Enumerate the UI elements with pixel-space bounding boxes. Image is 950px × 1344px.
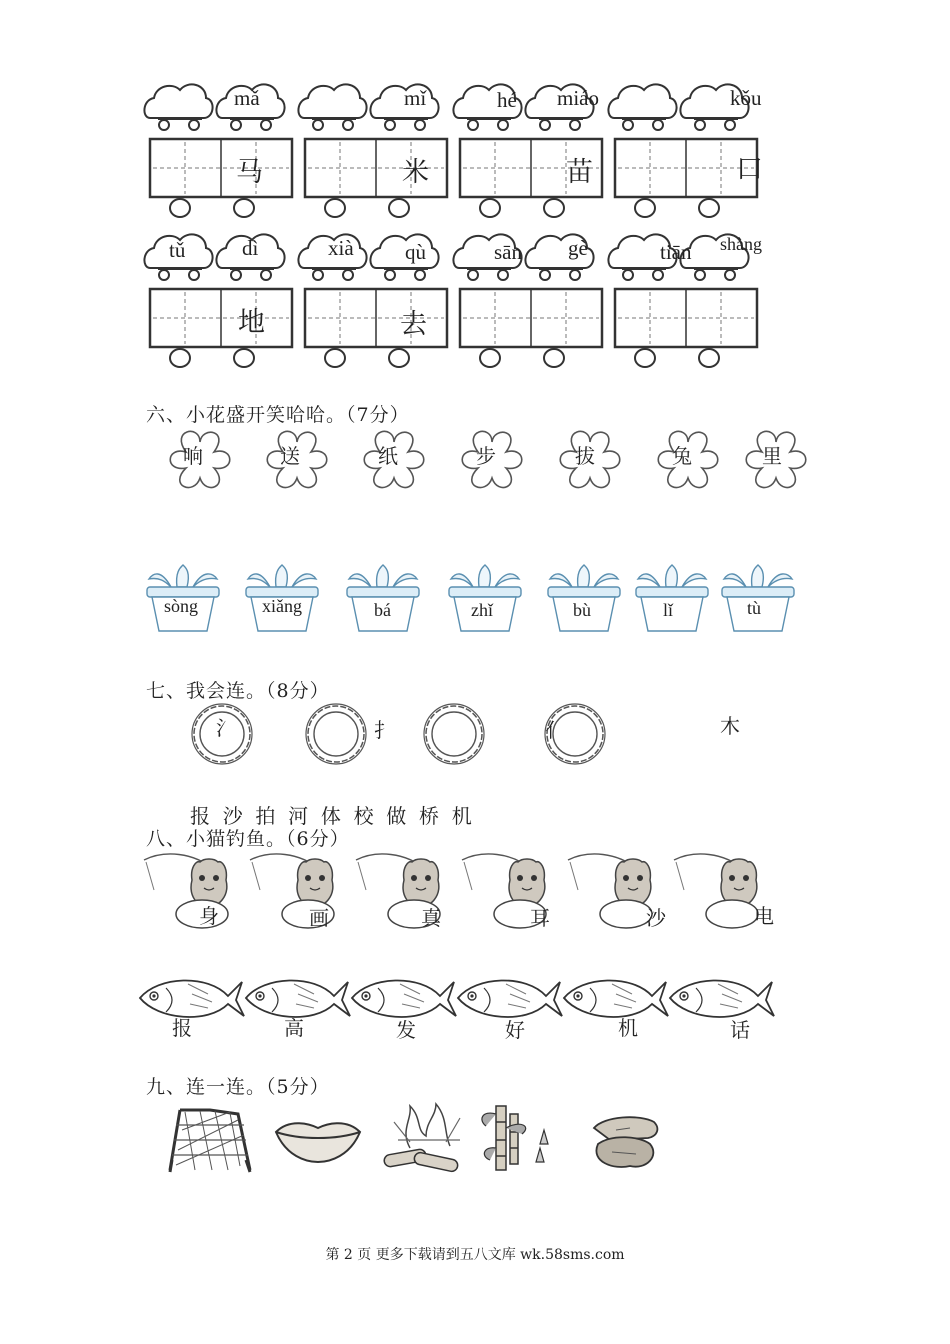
pinyin-tu: tǔ [169, 238, 186, 262]
pinyin-qu: qù [405, 240, 426, 264]
pinyin-he: hé [497, 88, 517, 112]
pinyin-miao: miáo [557, 86, 599, 110]
radical-hand: 扌 [374, 718, 394, 742]
stone-icon [594, 1117, 657, 1167]
flower-char-1: 响 [183, 444, 203, 468]
cat-char-1: 身 [199, 904, 219, 928]
section-9-pictures [160, 1100, 680, 1180]
section-8-title: 八、小猫钓鱼。（6分） [146, 828, 350, 850]
pinyin-ma: mǎ [234, 86, 260, 110]
flower-char-3: 纸 [378, 444, 398, 468]
page-footer: 第 2 页 更多下载请到五八文库 wk.58sms.com [325, 1247, 625, 1263]
pot-pinyin-7: tù [747, 598, 762, 618]
fish-char-1: 报 [172, 1016, 192, 1040]
radical-person: 亻 [545, 718, 565, 742]
fish-char-5: 机 [618, 1016, 638, 1040]
pot-pinyin-1: sòng [164, 596, 199, 616]
hanzi-ma: 马 [236, 157, 263, 188]
pot-pinyin-6: lǐ [663, 600, 674, 620]
pot-pinyin-5: bù [573, 600, 591, 620]
pinyin-ge: gè [568, 236, 588, 260]
pinyin-shang: shàng [720, 234, 762, 254]
fish-char-4: 好 [505, 1018, 525, 1042]
flower-char-7: 里 [762, 444, 782, 468]
hanzi-qu: 去 [400, 309, 427, 340]
pinyin-xia: xià [328, 236, 354, 260]
radical-water: 氵 [216, 716, 236, 740]
pinyin-kou: kǒu [730, 86, 762, 110]
character-list: 报 沙 拍 河 体 校 做 桥 机 [190, 804, 472, 828]
cat-char-4: 耳 [530, 906, 550, 930]
pot-pinyin-2: xiǎng [262, 596, 302, 616]
fish-char-2: 高 [284, 1016, 304, 1040]
flower-char-2: 送 [280, 444, 300, 468]
pot-pinyin-4: zhǐ [471, 600, 493, 620]
pinyin-tian: tiān [660, 240, 692, 264]
radical-wood: 木 [720, 714, 740, 738]
mouth-icon [276, 1123, 360, 1162]
net-icon [170, 1110, 250, 1172]
fish-char-3: 发 [396, 1018, 416, 1042]
pinyin-di: dì [242, 236, 259, 260]
hanzi-miao: 苗 [566, 157, 593, 188]
section-6-title: 六、小花盛开笑哈哈。（7分） [146, 404, 410, 426]
pot-pinyin-3: bá [374, 600, 391, 620]
bamboo-icon [482, 1106, 548, 1170]
fish-char-6: 话 [730, 1018, 750, 1042]
hanzi-kou: 口 [736, 154, 763, 185]
hanzi-mi: 米 [402, 157, 429, 188]
cat-char-6: 电 [754, 904, 774, 928]
flower-char-4: 步 [476, 444, 496, 468]
fire-icon [383, 1104, 460, 1172]
pinyin-san: sān [494, 240, 522, 264]
pinyin-mi: mǐ [404, 86, 427, 110]
hanzi-di: 地 [238, 307, 265, 338]
cat-char-3: 真 [421, 906, 441, 930]
cat-char-2: 画 [309, 906, 329, 930]
section-9-title: 九、连一连。（5分） [146, 1076, 330, 1098]
section-7-title: 七、我会连。（8分） [146, 680, 330, 702]
flower-char-6: 兔 [672, 444, 692, 468]
cat-char-5: 沙 [646, 906, 666, 930]
flower-char-5: 拔 [575, 444, 595, 468]
